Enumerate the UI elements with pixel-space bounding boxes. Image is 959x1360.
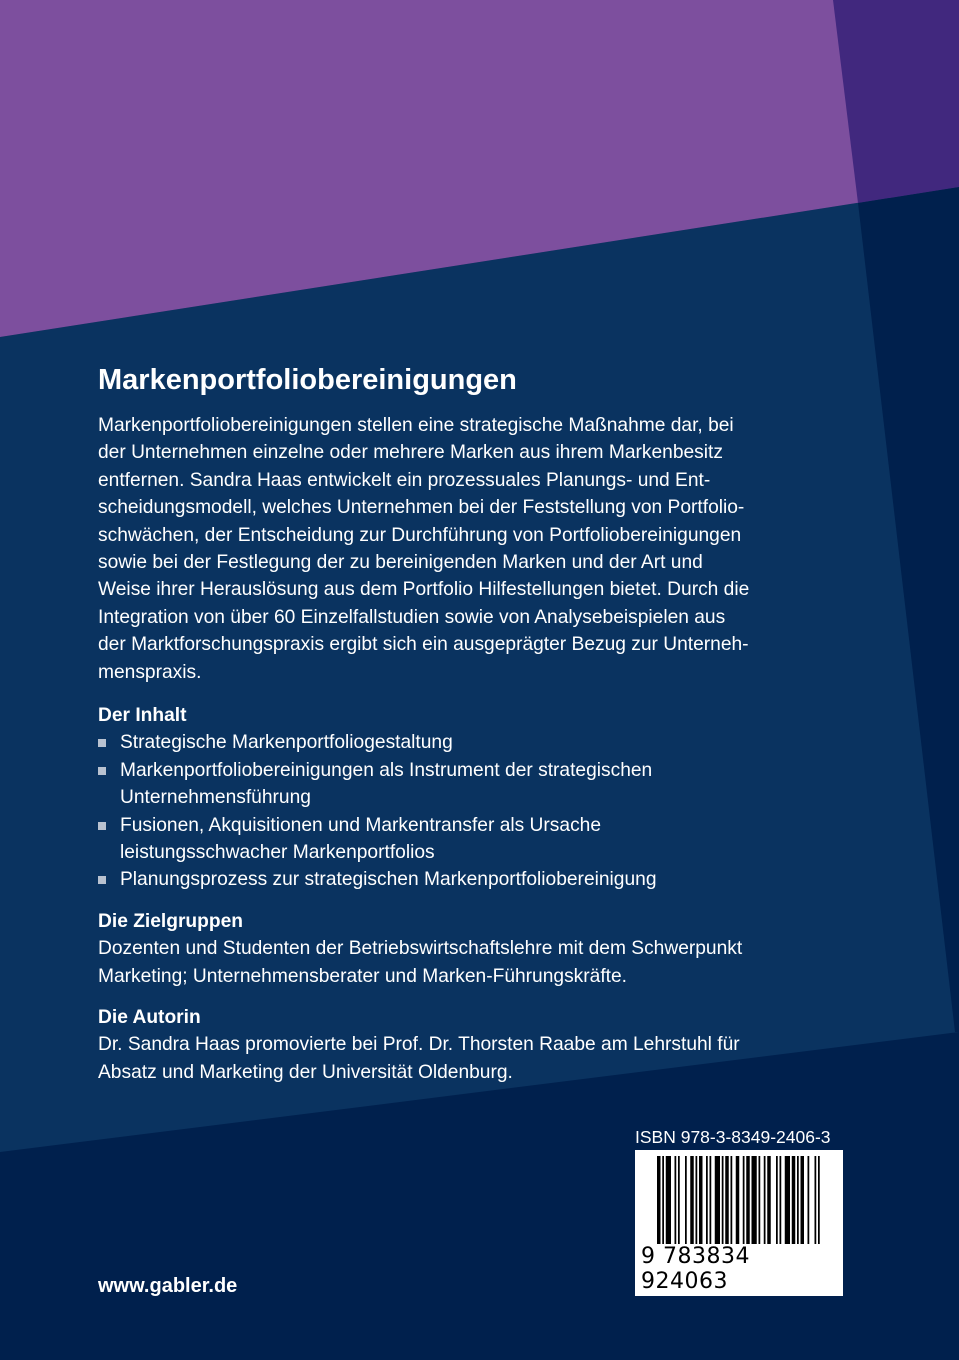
list-item [98,812,858,867]
book-title: Markenportfoliobereinigungen [98,364,517,396]
description-line: Markenportfoliobereinigungen stellen eine strategische Maßnahme dar, bei [98,415,734,436]
description-line: scheidungsmodell, welches Unternehmen bei der Feststellung von Portfolio- [98,497,745,519]
audience-line: Marketing; Unternehmensberater und Marken-Führungskräfte. [98,965,627,987]
description-line: entfernen. Sandra Haas entwickelt ein prozessuales Planungs- und Ent- [98,469,711,491]
description-line: Integration von über 60 Einzelfallstudien sowie von Analysebeispielen aus [98,606,726,628]
description-line: menspraxis. [98,661,202,683]
publisher-url[interactable]: www.gabler.de [98,1275,238,1297]
bullet-icon [98,876,106,884]
list-item-text: Markenportfoliobereinigungen als Instrument der strategischen [120,759,653,781]
barcode [635,1150,843,1296]
description-line: Weise ihrer Herauslösung aus dem Portfolio Hilfestellungen bietet. Durch die [98,579,750,601]
author-line: Dr. Sandra Haas promovierte bei Prof. Dr. Thorsten Raabe am Lehrstuhl für [98,1034,740,1056]
list-item-text: Fusionen, Akquisitionen und Markentransfer als Ursache [120,814,602,836]
author-heading: Die Autorin [98,1007,201,1028]
barcode-digits: 9 783834 924063 [641,1244,843,1294]
audience-section [98,908,858,990]
audience-line: Dozenten und Studenten der Betriebswirtschaftslehre mit dem Schwerpunkt [98,938,743,960]
list-item-text: Strategische Markenportfoliogestaltung [120,732,453,754]
content-heading: Der Inhalt [98,705,187,726]
description-line: schwächen, der Entscheidung zur Durchführung von Portfoliobereinigungen [98,524,742,546]
author-line: Absatz und Marketing der Universität Oldenburg. [98,1061,513,1083]
list-item [98,866,858,893]
author-section [98,1004,858,1086]
bullet-icon [98,767,106,775]
description [98,412,858,686]
description-line: sowie bei der Festlegung der zu bereinigenden Marken und der Art und [98,552,703,574]
list-item-text: Unternehmensführung [120,787,311,809]
bullet-icon [98,739,106,747]
description-line: der Unternehmen einzelne oder mehrere Marken aus ihrem Markenbesitz [98,442,723,464]
list-item [98,729,858,756]
content-section [98,702,858,894]
bullet-icon [98,822,106,830]
list-item-text: Planungsprozess zur strategischen Markenportfoliobereinigung [120,869,657,891]
isbn-text: ISBN 978-3-8349-2406-3 [635,1127,831,1147]
list-item [98,757,858,812]
description-line: der Marktforschungspraxis ergibt sich ein ausgeprägter Bezug zur Unterneh- [98,634,749,656]
audience-heading: Die Zielgruppen [98,911,243,932]
list-item-text: leistungsschwacher Markenportfolios [120,842,435,864]
